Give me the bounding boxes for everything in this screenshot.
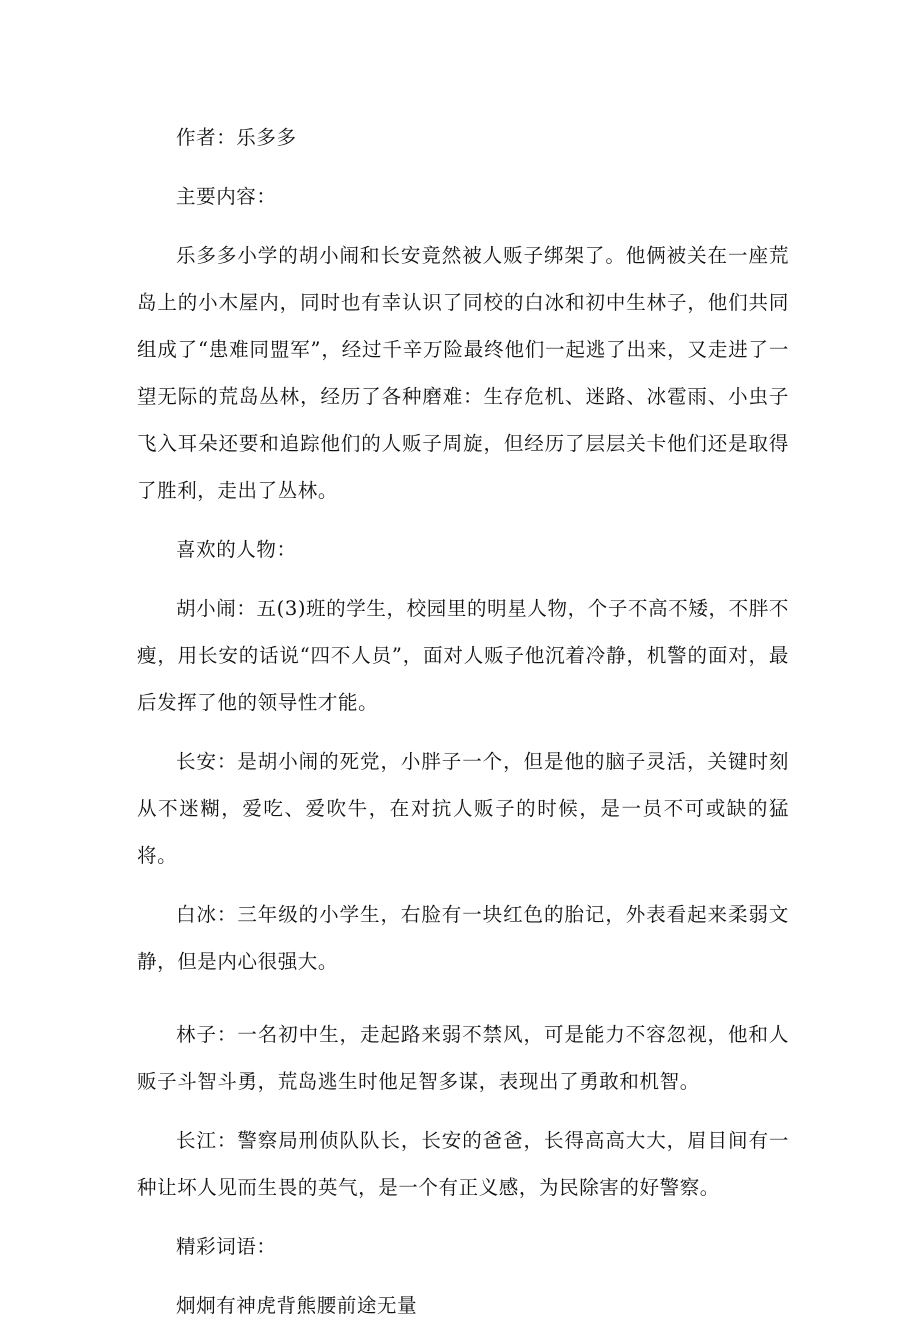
words-paragraph: 炯炯有神虎背熊腰前途无量 [176, 1294, 418, 1317]
author-line: 作者：乐多多 [176, 126, 297, 149]
summary-heading: 主要内容： [176, 185, 277, 208]
character-chang-jiang: 长江：警察局刑侦队队长，长安的爸爸，长得高高大大，眉目间有一种让坏人见而生畏的英气，是一个有正义感，为民除害的好警察。 [137, 1129, 789, 1199]
character-lin-zi: 林子：一名初中生，走起路来弱不禁风，可是能力不容忽视，他和人贩子斗智斗勇，荒岛逃生时他足智多谋，表现出了勇敢和机智。 [137, 1023, 789, 1093]
character-hu-xiaonao: 胡小闹：五(3)班的学生，校园里的明星人物，个子不高不矮，不胖不瘦，用长安的话说“四不人员”，面对人贩子他沉着冷静，机警的面对，最后发挥了他的领导性才能。 [137, 597, 789, 714]
words-heading: 精彩词语： [176, 1235, 277, 1258]
document-body [137, 114, 789, 1329]
characters-heading: 喜欢的人物： [176, 538, 297, 561]
character-bai-bing: 白冰：三年级的小学生，右脸有一块红色的胎记，外表看起来柔弱文静，但是内心很强大。 [137, 903, 789, 973]
character-chang-an: 长安：是胡小闹的死党，小胖子一个，但是他的脑子灵活，关键时刻从不迷糊，爱吃、爱吹牛，在对抗人贩子的时候，是一员不可或缺的猛将。 [137, 750, 789, 867]
summary-paragraph: 乐多多小学的胡小闹和长安竟然被人贩子绑架了。他俩被关在一座荒岛上的小木屋内，同时也有幸认识了同校的白冰和初中生林子，他们共同组成了“患难同盟军”，经过千辛万险最终他们一起逃了出来，又走进了一望无际的荒岛丛林，经历了各种磨难：生存危机、迷路、冰雹雨、小虫子飞入耳朵还要和追踪他们的人贩子周旋，但经历了层层关卡他们还是取得了胜利，走出了丛林。 [137, 244, 789, 502]
